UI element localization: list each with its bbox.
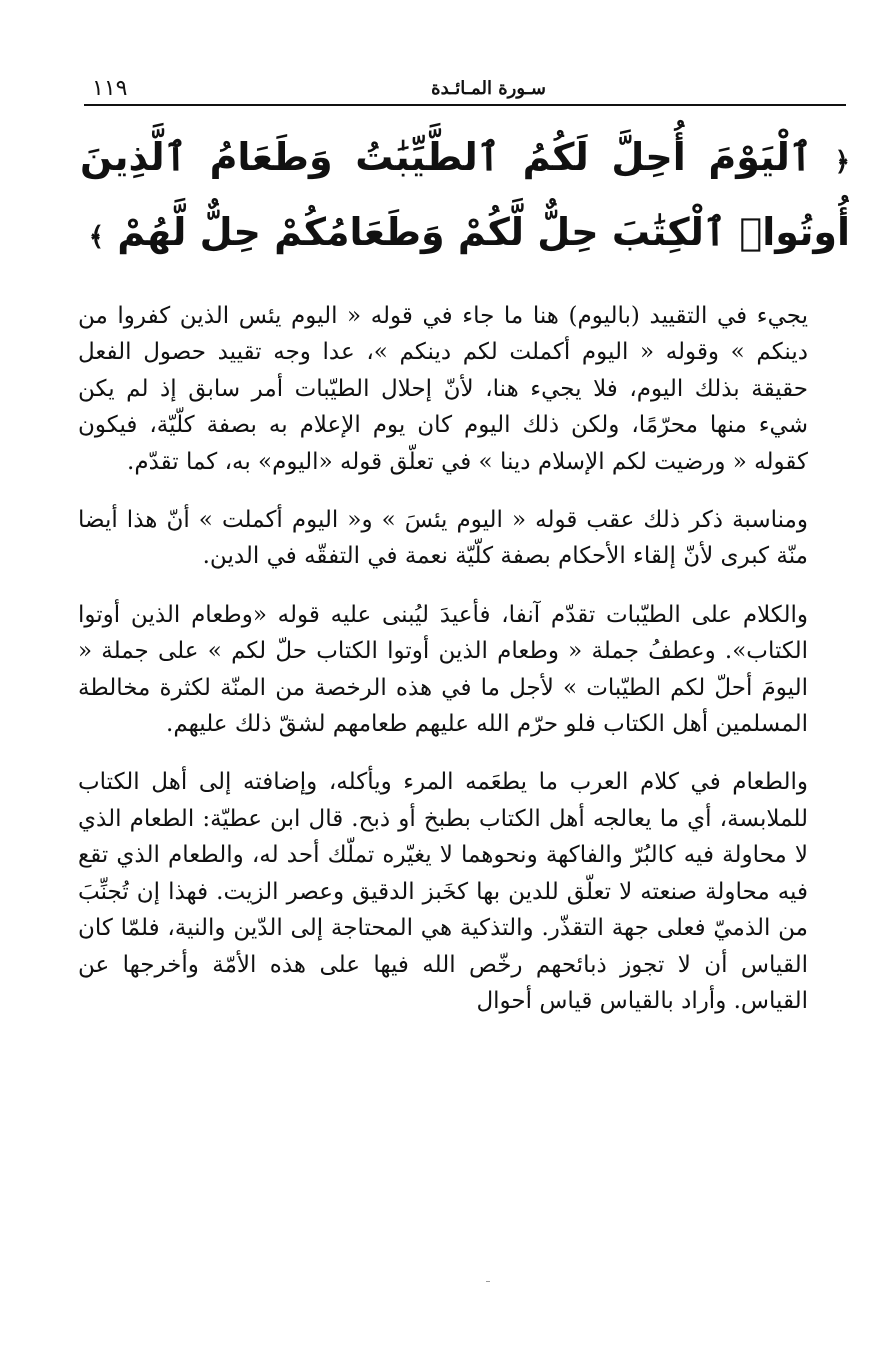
- commentary-body: [78, 298, 842, 1019]
- paragraph: يجيء في التقييد (باليوم) هنا ما جاء في قوله « اليوم يئس الذين كفروا من دينكم » وقوله « اليوم أكملت لكم دينكم »، عدا وجه تقييد حصول الفعل حقيقة بذلك اليوم، فلا يجيء هنا، لأنّ إحلال الطيّبات أمر سابق إذ لم يكن شيء منها محرّمًا، ولكن ذلك اليوم كان يوم الإعلام به بصفة كلّيّة، فيكون كقوله « ورضيت لكم الإسلام دينا » في تعلّق قوله «اليوم» به، كما تقدّم.: [78, 303, 808, 475]
- paragraph: والطعام في كلام العرب ما يطعَمه المرء ويأكله، وإضافته إلى أهل الكتاب للملابسة، أي ما يعالجه أهل الكتاب بطبخ أو ذبح. قال ابن عطيّة: الطعام الذي لا محاولة فيه كالبُرّ والفاكهة ونحوهما لا يغيّره تملّك أحد له، والطعام الذي تقع فيه محاولة صنعته لا تعلّق للدين بها كخَبز الدقيق وعصر الزيت. فهذا إن تُجنِّبَ من الذميّ فعلى جهة التقذّر. والتذكية هي المحتاجة إلى الدّين والنية، فلمّا كان القياس أن لا تجوز ذبائحهم رخّص الله فيها على هذه الأمّة وأخرجها عن القياس. وأراد بالقياس قياس أحوال: [78, 769, 808, 1014]
- running-title: سـورة المـائـدة: [431, 78, 546, 99]
- header-rule: [84, 104, 846, 106]
- verse-close-ornament: ﴾: [88, 222, 104, 252]
- verse-open-ornament: ﴿: [834, 147, 850, 177]
- paragraph: والكلام على الطيّبات تقدّم آنفا، فأعيدَ ليُبنى عليه قوله «وطعام الذين أوتوا الكتاب». وعطفُ جملة « وطعام الذين أوتوا الكتاب حلّ لكم » على جملة « اليومَ أحلّ لكم الطيّبات » لأجل ما في هذه الرخصة من المنّة لكثرة مخالطة المسلمين أهل الكتاب فلو حرّم الله عليهم طعامهم لشقّ ذلك عليهم.: [78, 601, 808, 738]
- page-number: ١١٩: [92, 76, 128, 101]
- scan-speck: [486, 1281, 490, 1282]
- page-header: [84, 72, 846, 106]
- paragraph: ومناسبة ذكر ذلك عقب قوله « اليوم يئسَ » و« اليوم أكملت » أنّ هذا أيضا منّة كبرى لأنّ إلقاء الأحكام بصفة كلّيّة نعمة في التفقّه في الدين.: [78, 507, 808, 570]
- verse-text: ٱلْيَوْمَ أُحِلَّ لَكُمُ ٱلطَّيِّبَٰتُ وَطَعَامُ ٱلَّذِينَ أُوتُوا۟ ٱلْكِتَٰبَ حِلٌّ لَّكُمْ وَطَعَامُكُمْ حِلٌّ لَّهُمْ: [80, 135, 850, 254]
- quran-verse: [80, 122, 850, 272]
